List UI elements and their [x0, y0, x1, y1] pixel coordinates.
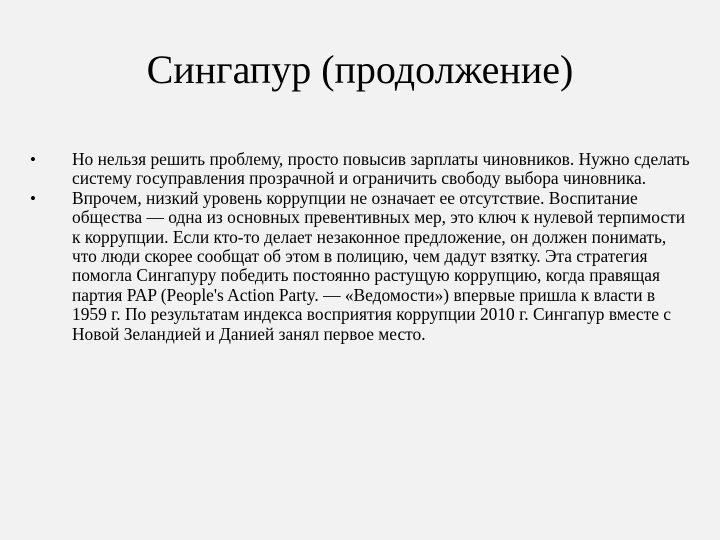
bullet-dot-icon: •	[30, 188, 36, 208]
bullet-item	[30, 189, 690, 344]
bullet-text: Впрочем, низкий уровень коррупции не означает ее отсутствие. Воспитание общества — одна из основных превентивных мер, это ключ к нулевой терпимости к коррупции. Если кто-то делает незаконное предложение, он должен понимать, что люди скорее сообщат об этом в полицию, чем дадут взятку. Эта стратегия помогла Сингапуру победить постоянно растущую коррупцию, когда правящая партия PAP (People's Action Party. — «Ведомости») впервые пришла к власти в 1959 г. По результатам индекса восприятия коррупции 2010 г. Сингапур вместе с Новой Зеландией и Данией занял первое место.	[72, 187, 686, 344]
bullet-dot-icon: •	[30, 150, 36, 169]
bullet-item	[30, 150, 690, 189]
bullet-text: Но нельзя решить проблему, просто повысив зарплаты чиновников. Нужно сделать систему госуправления прозрачной и ограничить свободу выбора чиновника.	[72, 149, 690, 189]
bullet-list	[30, 150, 690, 344]
slide-title: Сингапур (продолжение)	[146, 47, 574, 92]
